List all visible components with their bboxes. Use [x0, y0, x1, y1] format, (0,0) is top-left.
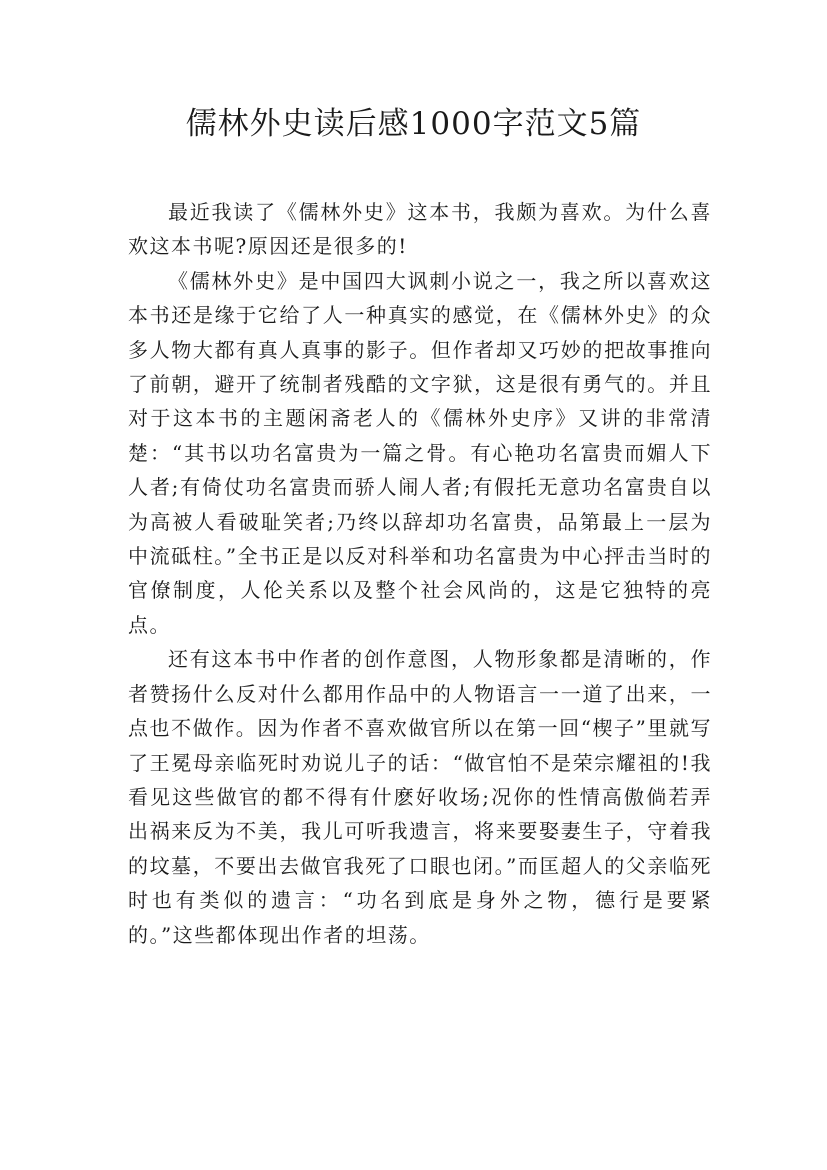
- paragraph-3: 还有这本书中作者的创作意图，人物形象都是清晰的，作者赞扬什么反对什么都用作品中的人物语言一一道了出来，一点也不做作。因为作者不喜欢做官所以在第一回“楔子”里就写了王冕母亲临死时劝说儿子的话：“做官怕不是荣宗耀祖的!我看见这些做官的都不得有什麽好收场;况你的性情高傲倘若弄出祸来反为不美，我儿可听我遗言，将来要娶妻生子，守着我的坟墓，不要出去做官我死了口眼也闭。”而匡超人的父亲临死时也有类似的遗言：“功名到底是身外之物，德行是要紧的。”这些都体现出作者的坦荡。: [128, 647, 712, 947]
- paragraph-1: 最近我读了《儒林外史》这本书，我颇为喜欢。为什么喜欢这本书呢?原因还是很多的!: [128, 200, 712, 259]
- document-title: 儒林外史读后感1000字范文5篇: [185, 106, 642, 142]
- paragraph-2: 《儒林外史》是中国四大讽刺小说之一，我之所以喜欢这本书还是缘于它给了人一种真实的感觉，在《儒林外史》的众多人物大都有真人真事的影子。但作者却又巧妙的把故事推向了前朝，避开了统制者残酷的文字狱，这是很有勇气的。并且对于这本书的主题闲斋老人的《儒林外史序》又讲的非常清楚：“其书以功名富贵为一篇之骨。有心艳功名富贵而媚人下人者;有倚仗功名富贵而骄人闹人者;有假托无意功名富贵自以为高被人看破耻笑者;乃终以辞却功名富贵，品第最上一层为中流砥柱。”全书正是以反对科举和功名富贵为中心抨击当时的官僚制度，人伦关系以及整个社会风尚的，这是它独特的亮点。: [128, 268, 712, 637]
- document-body: [128, 195, 712, 952]
